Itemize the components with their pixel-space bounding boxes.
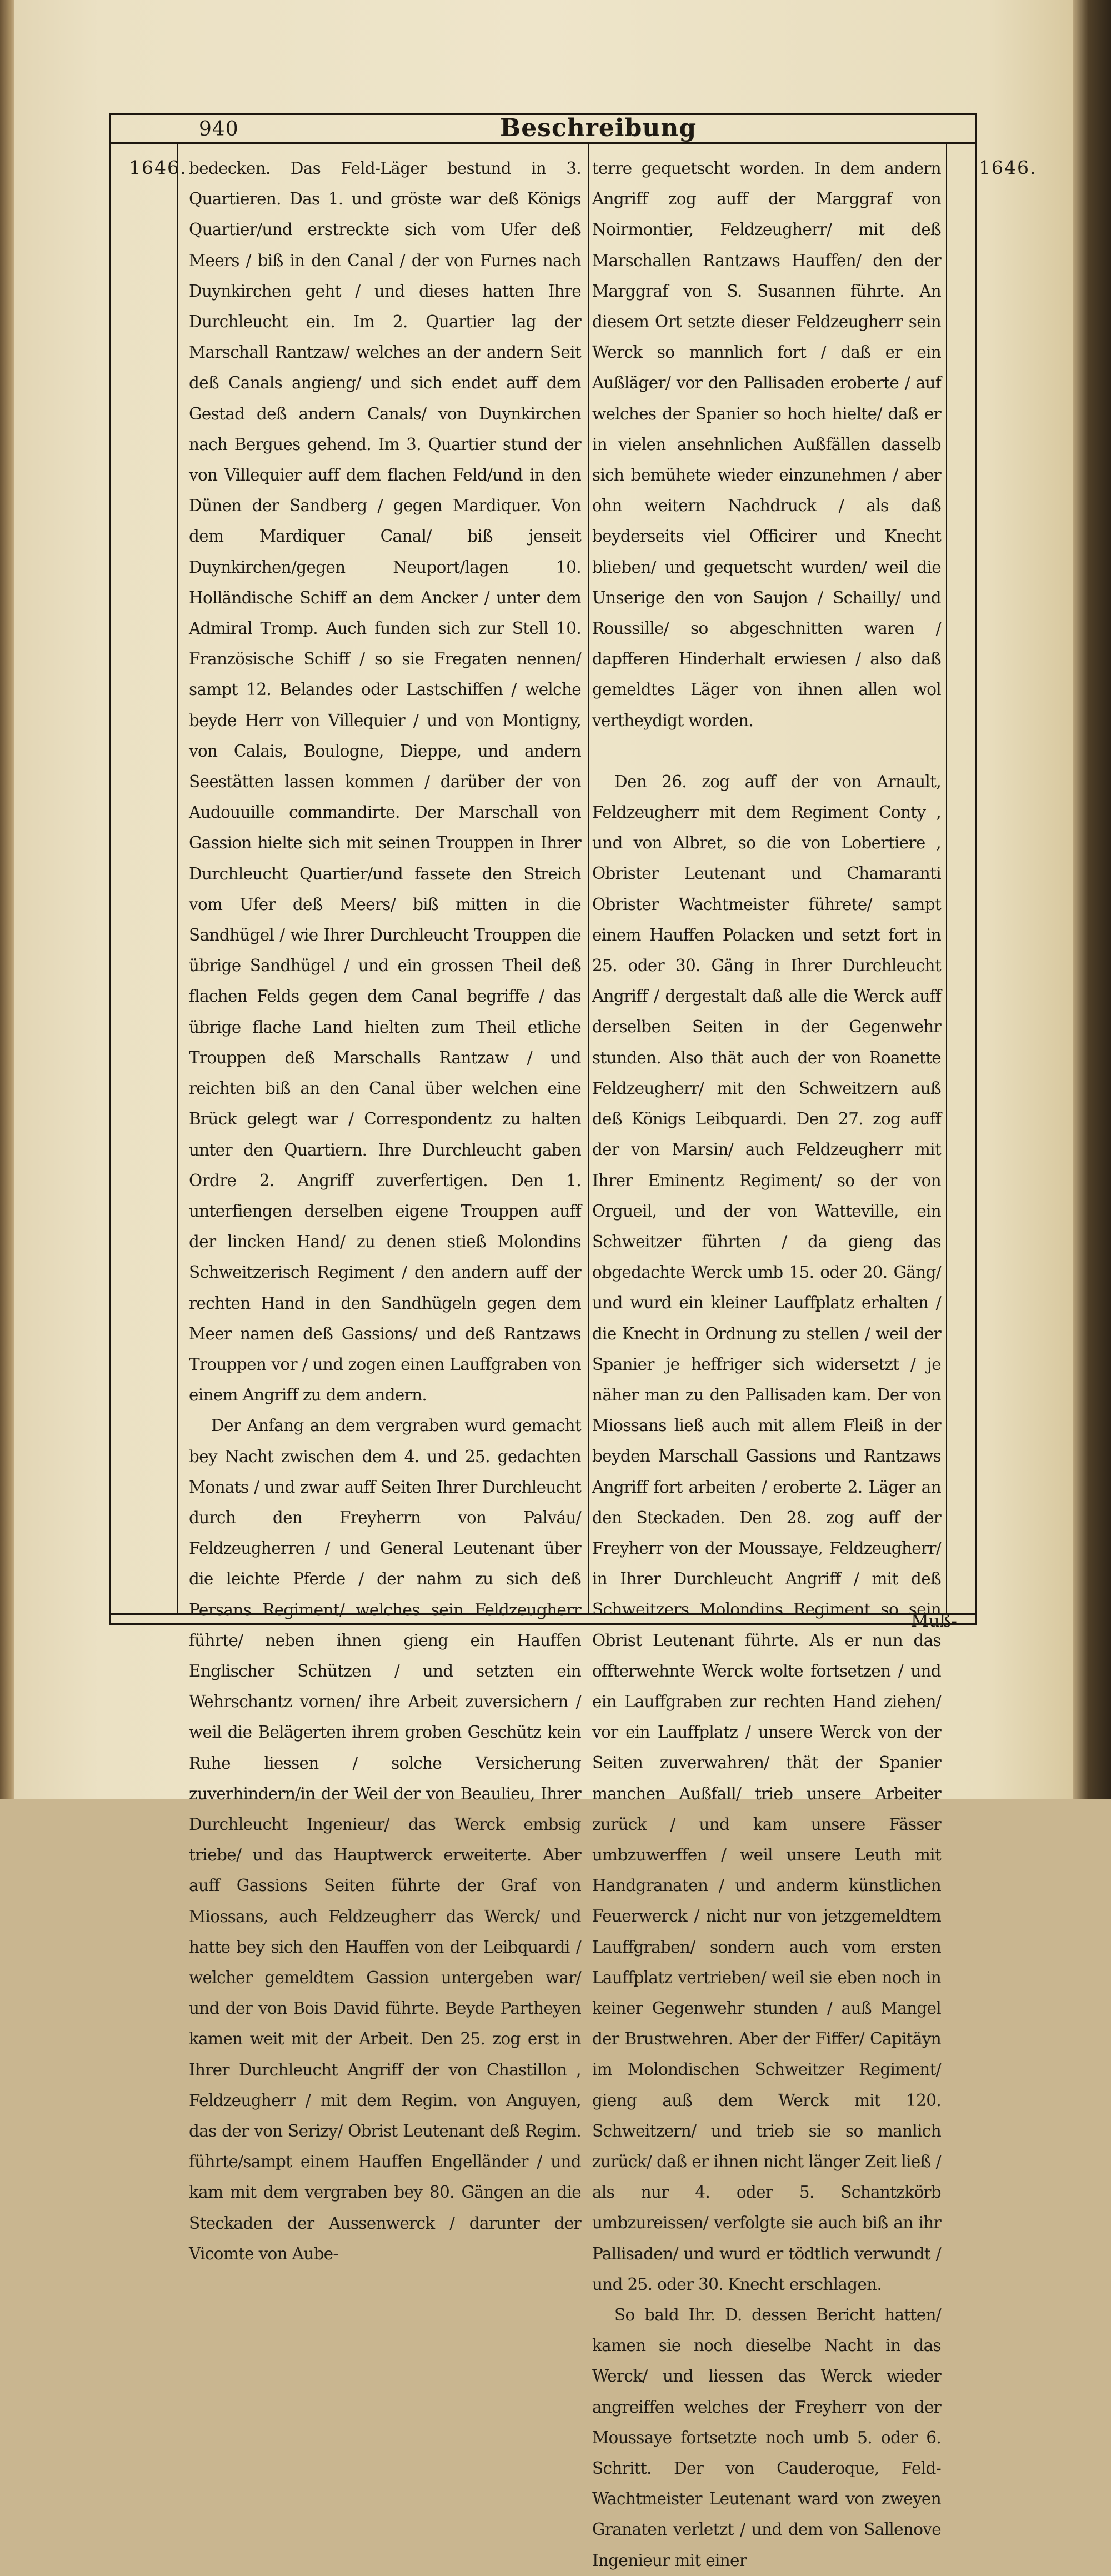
paragraph: Der Anfang an dem vergraben wurd gemacht bey Nacht zwischen dem 4. und 25. gedachten Monats / und zwar auff Seiten Ihrer Durchleucht durch den Freyherrn von Palváu/ Feldzeugherren / und General Leutenant über die leichte Pferde / der nahm zu sich deß Persans Regiment/ welches sein Feldzeugherr führte/ neben ihnen gieng ein Hauffen Englischer Schützen / und setzten ein Wehrschantz vornen/ ihre Arbeit zuversichern / weil die Belägerten ihrem groben Geschütz kein Ruhe liessen / solche Versicherung zuverhindern/in der Weil der von Beaulieu, Ihrer Durchleucht Ingenieur/ das Werck embsig triebe/ und das Hauptwerck erweiterte. Aber auff Gassions Seiten führte der Graf von Miossans, auch Feldzeugherr das Werck/ und hatte bey sich den Hauffen von der Leibquardi / welcher gemeldtem Gassion untergeben war/ und der von Bois David führte. Beyde Partheyen kamen weit mit der Arbeit. Den 25. zog erst in Ihrer Durchleucht Angriff der von Chastillon , Feldzeugherr / mit dem Regim. von Anguyen, das der von Serizy/ Obrist Leutenant deß Regim. führte/sampt einem Hauffen Engelländer / und kam mit dem vergraben bey 80. Gängen an die Steckaden der Aussenwerck / darunter der Vicomte von Aube-	[189, 1416, 581, 2263]
margin-year-left: 1646.	[129, 157, 187, 178]
header-rule	[109, 142, 977, 144]
paragraph: Den 26. zog auff der von Arnault, Feldzeugherr mit dem Regiment Conty , und von Albret, so die von Lobertiere , Obrister Leutenant und Chamaranti Obrister Wachtmeister führete/ sampt einem Hauffen Polacken und setzt fort in 25. oder 30. Gäng in Ihrer Durchleucht Angriff / dergestalt daß alle die Werck auff derselben Seiten in der Gegenwehr stunden. Also thät auch der von Roanette Feldzeugherr/ mit den Schweitzern auß deß Königs Leibquardi. Den 27. zog auff der von Marsin/ auch Feldzeugherr mit Ihrer Eminentz Regiment/ so der von Orgueil, und der von Watteville, ein Schweitzer führten / da gieng das obgedachte Werck umb 15. oder 20. Gäng/ und wurd ein kleiner Lauffplatz erhalten / die Knecht in Ordnung zu stellen / weil der Spanier je heffriger sich widersetzt / je näher man zu den Pallisaden kam. Der von Miossans ließ auch mit allem Fleiß in der beyden Marschall Gassions und Rantzaws Angriff fort arbeiten / eroberte 2. Läger an den Steckaden. Den 28. zog auff der Freyherr von der Moussaye, Feldzeugherr/ in Ihrer Durchleucht Angriff / mit deß Schweitzers Molondins Regiment so sein Obrist Leutenant führte. Als er nun das offterwehnte Werck wolte fortsetzen / und ein Lauffgraben zur rechten Hand ziehen/ vor ein Lauffplatz / unsere Werck von der Seiten zuverwahren/ thät der Spanier manchen Außfall/ trieb unsere Arbeiter zurück / und kam unsere Fässer umbzuwerffen / weil unsere Leuth mit Handgranaten / und anderm künstlichen Feuerwerck / nicht nur von jetzgemeldtem Lauffgraben/ sondern auch vom ersten Lauffplatz vertrieben/ weil sie eben noch in keiner Gegenwehr stunden / auß Mangel der Brustwehren. Aber der Fiffer/ Capitäyn im Molondischen Schweitzer Regiment/ gieng auß dem Werck mit 120. Schweitzern/ und trieb sie so manlich zurück/ daß er ihnen nicht länger Zeit ließ / als nur 4. oder 5. Schantzkörb umbzureissen/ verfolgte sie auch biß an ihr Pallisaden/ und wurd er tödtlich verwundt / und 25. oder 30. Knecht erschlagen.	[592, 772, 941, 2294]
margin-year-right: 1646.	[979, 157, 1037, 178]
paragraph: bedecken. Das Feld-Läger bestund in 3. Quartieren. Das 1. und gröste war deß Königs Quartier/und erstreckte sich vom Ufer deß Meers / biß in den Canal / der von Furnes nach Duynkirchen geht / und dieses hatten Ihre Durchleucht ein. Im 2. Quartier lag der Marschall Rantzaw/ welches an der andern Seit deß Canals angieng/ und sich endet auff dem Gestad deß andern Canals/ von Duynkirchen nach Bergues gehend. Im 3. Quartier stund der von Villequier auff dem flachen Feld/und in den Dünen der Sandberg / gegen Mardiquer. Von dem Mardiquer Canal/ biß jenseit Duynkirchen/gegen Neuport/lagen 10. Holländische Schiff an dem Ancker / unter dem Admiral Tromp. Auch funden sich zur Stell 10. Französische Schiff / so sie Fregaten nennen/ sampt 12. Belandes oder Lastschiffen / welche beyde Herr von Villequier / und von Montigny, von Calais, Boulogne, Dieppe, und andern Seestätten lassen kommen / darüber der von Audouuille commandirte. Der Marschall von Gassion hielte sich mit seinen Trouppen in Ihrer Durchleucht Quartier/und fassete den Streich vom Ufer deß Meers/ biß mitten in die Sandhügel / wie Ihrer Durchleucht Trouppen die übrige Sandhügel / und ein grossen Theil deß flachen Felds gegen dem Canal begriffe / das übrige flache Land hielten zum Theil etliche Trouppen deß Marschalls Rantzaw / und reichten biß an den Canal über welchen eine Brück gelegt war / Correspondentz zu halten unter den Quartiern. Ihre Durchleucht gaben Ordre 2. Angriff zuverfertigen. Den 1. unterfiengen derselben eigene Trouppen auff der lincken Hand/ zu denen stieß Molondins Schweitzerisch Regiment / den andern auff der rechten Hand in den Sandhügeln gegen dem Meer namen deß Gassions/ und deß Rantzaws Trouppen vor / und zogen einen Lauffgraben von einem Angriff zu dem andern.	[189, 159, 581, 1405]
column-divider	[588, 142, 589, 1613]
page-number: 940	[199, 118, 239, 141]
paragraph-gap	[592, 736, 941, 767]
margin-rule-left	[177, 142, 178, 1613]
paragraph: So bald Ihr. D. dessen Bericht hatten/ kamen sie noch dieselbe Nacht in das Werck/ und liessen das Werck wieder angreiffen welches der Freyherr von der Moussaye fortsetzte noch umb 5. oder 6. Schritt. Der von Cauderoque, Feld-Wachtmeister Leutenant ward von zweyen Granaten verletzt / und dem von Sallenove Ingenieur mit einer	[592, 2305, 941, 2570]
binding-gutter-left	[0, 0, 14, 1799]
text-column-right	[592, 153, 941, 2576]
binding-edge-right	[1073, 0, 1111, 1799]
margin-rule-right	[946, 142, 947, 1613]
text-column-left	[189, 153, 581, 2269]
running-head: Beschreibung	[500, 114, 697, 142]
paragraph: terre gequetscht worden. In dem andern Angriff zog auff der Marggraf von Noirmontier, Feldzeugherr/ mit deß Marschallen Rantzaws Hauffen/ den der Marggraf von S. Susannen führte. An diesem Ort setzte dieser Feldzeugherr sein Werck so mannlich fort / daß er ein Außläger/ vor den Pallisaden eroberte / auf welches der Spanier so hoch hielte/ daß er in vielen ansehnlichen Außfällen dasselb sich bemühete wieder einzunehmen / aber ohn weitern Nachdruck / als daß beyderseits viel Officirer und Knecht blieben/ und gequetscht wurden/ weil die Unserige den von Saujon / Schailly/ und Roussille/ so abgeschnitten waren / dapfferen Hinderhalt erwiesen / also daß gemeldtes Läger von ihnen allen wol vertheydigt worden.	[592, 159, 941, 730]
catchword: Muß-	[911, 1611, 957, 1631]
